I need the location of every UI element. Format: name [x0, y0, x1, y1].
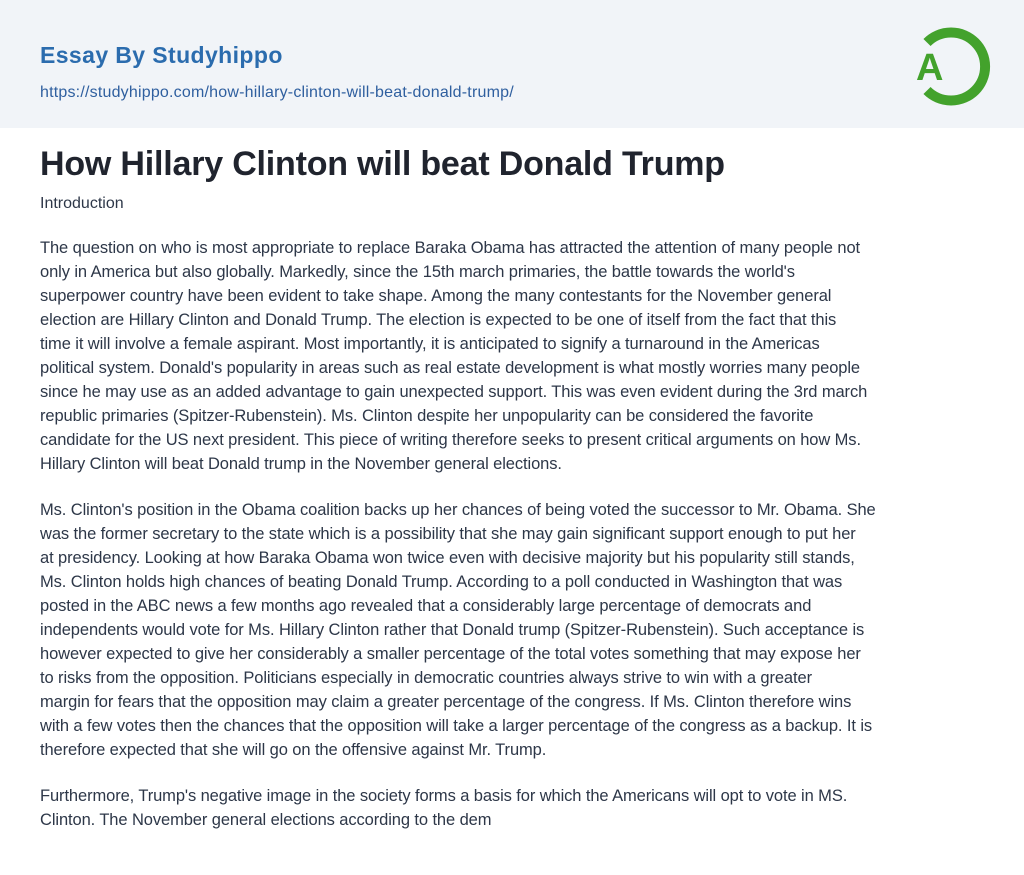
page-header	[0, 0, 1024, 128]
text-line: political system. Donald's popularity in areas such as real estate development is what mostly worries many people	[40, 359, 860, 377]
logo-letter-a: A	[916, 47, 944, 89]
paragraph-3	[40, 784, 984, 832]
text-line: The question on who is most appropriate to replace Baraka Obama has attracted the attention of many people not	[40, 239, 861, 257]
text-line: candidate for the US next president. This piece of writing therefore seeks to present critical arguments on how Ms.	[40, 431, 861, 449]
article-title: How Hillary Clinton will beat Donald Trump	[40, 145, 725, 183]
text-line: independents would vote for Ms. Hillary Clinton rather that Donald trump (Spitzer-Rubenstein). Such acceptance is	[40, 621, 865, 639]
text-line: only in America but also globally. Markedly, since the 15th march primaries, the battle towards the world's	[40, 263, 795, 281]
text-line: Ms. Clinton holds high chances of beating Donald Trump. According to a poll conducted in Washington that was	[40, 573, 843, 591]
text-line: with a few votes then the chances that the opposition will take a larger percentage of the congress as a backup. It is	[40, 717, 873, 735]
article-content	[0, 144, 1024, 832]
text-line: Ms. Clinton's position in the Obama coalition backs up her chances of being voted the successor to Mr. Obama. She	[40, 501, 876, 519]
text-line: however expected to give her considerably a smaller percentage of the total votes something that may expose her	[40, 645, 861, 663]
text-line: at presidency. Looking at how Baraka Obama won twice even with decisive majority but his popularity still stands,	[40, 549, 855, 567]
text-line: since he may use as an added advantage to gain unexpected support. This was even evident during the 3rd march	[40, 383, 868, 401]
text-line: republic primaries (Spitzer-Rubenstein). Ms. Clinton despite her unpopularity can be considered the favorite	[40, 407, 814, 425]
paragraph-2	[40, 498, 984, 762]
section-label-introduction: Introduction	[40, 195, 124, 212]
text-line: was the former secretary to the state which is a possibility that she may gain significant support enough to put her	[40, 525, 856, 543]
page-url-link[interactable]: https://studyhippo.com/how-hillary-clinton-will-beat-donald-trump/	[40, 84, 514, 101]
text-line: Clinton. The November general elections according to the dem	[40, 811, 492, 829]
text-line: election are Hillary Clinton and Donald Trump. The election is expected to be one of itself from the fact that this	[40, 311, 837, 329]
text-line: Hillary Clinton will beat Donald trump in the November general elections.	[40, 455, 562, 473]
text-line: to risks from the opposition. Politicians especially in democratic countries always strive to win with a greater	[40, 669, 812, 687]
text-line: therefore expected that she will go on the offensive against Mr. Trump.	[40, 741, 547, 759]
text-line: posted in the ABC news a few months ago revealed that a considerably large percentage of democrats and	[40, 597, 812, 615]
text-line: margin for fears that the opposition may claim a greater percentage of the congress. If Ms. Clinton therefore wins	[40, 693, 852, 711]
studyhippo-logo-icon	[908, 24, 992, 108]
site-title: Essay By Studyhippo	[40, 42, 283, 68]
text-line: time it will involve a female aspirant. Most importantly, it is anticipated to signify a turnaround in the Americas	[40, 335, 820, 353]
text-line: Furthermore, Trump's negative image in the society forms a basis for which the Americans will opt to vote in MS.	[40, 787, 848, 805]
header-text-block	[40, 0, 514, 102]
text-line: superpower country have been evident to take shape. Among the many contestants for the November general	[40, 287, 832, 305]
paragraph-1	[40, 236, 984, 476]
